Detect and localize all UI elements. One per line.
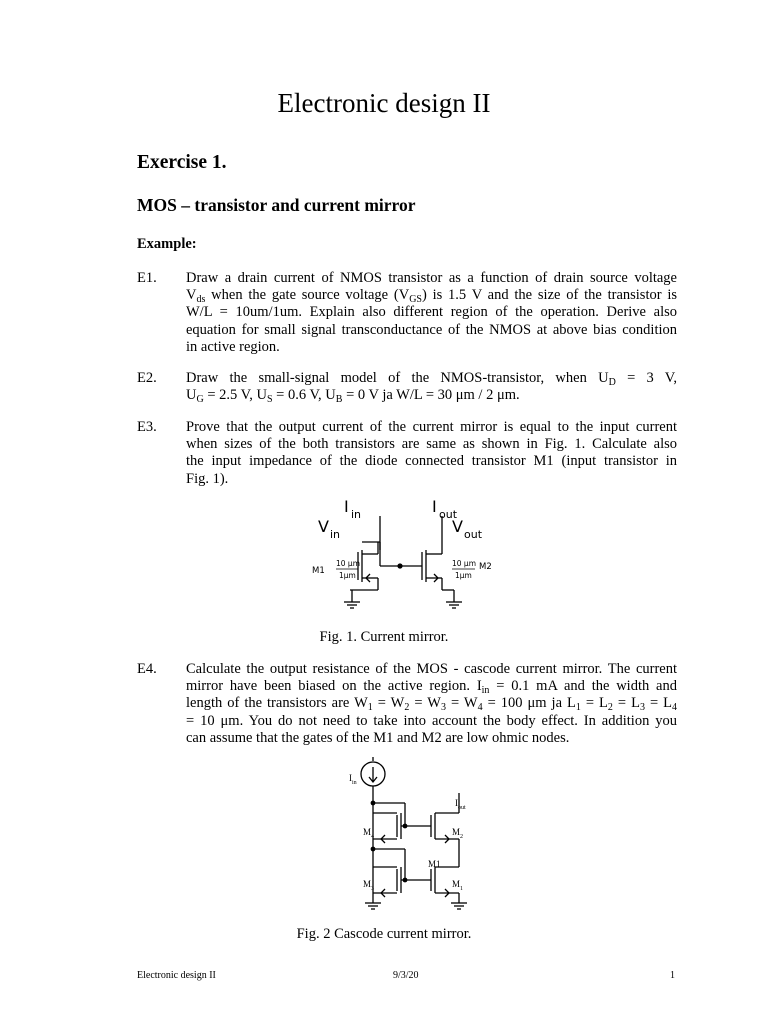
fig2-iout-label: I <box>455 798 458 808</box>
text-line: when sizes of the both transistors are same as shown in Fig. 1. Calculate also <box>186 436 677 453</box>
fig2-center-label: M1 <box>428 859 441 869</box>
fig1-m1-length: 1μm <box>339 571 356 580</box>
document-title: Electronic design II <box>277 88 491 118</box>
fig1-m2-label: M2 <box>479 562 492 572</box>
text-line: mirror have been biased on the active region. $I_{in} = 0.1$ mA and the width and <box>186 678 677 697</box>
text-line: $V_{ds}$ when the gate source voltage $(V_{GS})$ is 1.5 V and the size of the transistor is <box>186 287 678 306</box>
fig2-iout-sub: out <box>458 805 466 811</box>
text-line: $U_G = 2.5$ V, $U_S = 0.6$ V, $U_B = 0$ V ja W/L = 30 μm / 2 μm. <box>186 387 520 406</box>
fig2-m3-sub: 3 <box>371 886 374 892</box>
text-line: equation for small signal transconductance of the NMOS at above bias condition <box>186 321 677 338</box>
fig1-vout-sub: out <box>464 528 483 541</box>
fig2-m1-sub: 1 <box>460 886 463 892</box>
fig1-vin-label: V <box>318 517 329 536</box>
item-text <box>186 661 677 747</box>
text-line: W/L = 10um/1um. Explain also different region of the operation. Derive also <box>186 304 677 321</box>
item-number: E2. <box>137 370 157 386</box>
text-line: Calculate the output resistance of the MOS - cascode current mirror. The current <box>186 661 677 677</box>
fig1-m2-length: 1μm <box>455 571 472 580</box>
fig2-iin-sub: in <box>352 780 357 786</box>
fig1-m1-label: M1 <box>312 566 325 576</box>
current-mirror-figure <box>300 494 530 619</box>
fig1-iout-label: I <box>432 497 437 516</box>
item-number: E4. <box>137 661 157 677</box>
figure-2-caption: Fig. 2 Cascode current mirror. <box>296 926 472 942</box>
fig1-m2-width: 10 μm <box>452 559 477 568</box>
fig1-m1-width: 10 μm <box>336 559 361 568</box>
footer-title: Electronic design II <box>137 970 216 981</box>
fig1-vout-label: V <box>452 517 463 536</box>
text-line: Fig. 1). <box>186 470 229 487</box>
fig1-iout-sub: out <box>439 508 458 521</box>
footer-page-number: 1 <box>670 970 675 981</box>
exercise-heading: Exercise 1. <box>137 152 227 173</box>
item-text <box>186 270 677 356</box>
fig2-m1-label: M <box>452 879 461 889</box>
footer-date: 9/3/20 <box>393 970 419 981</box>
item-number: E3. <box>137 419 157 435</box>
item-number: E1. <box>137 270 157 286</box>
text-line: can assume that the gates of the M1 and M2 are low ohmic nodes. <box>186 729 570 746</box>
text-line: the input impedance of the diode connected transistor M1 (input transistor in <box>186 453 677 470</box>
example-label: Example: <box>137 236 197 252</box>
figure-1-caption: Fig. 1. Current mirror. <box>319 629 449 645</box>
text-line: Prove that the output current of the current mirror is equal to the input current <box>186 419 677 435</box>
item-text <box>186 370 677 404</box>
fig2-m4-sub: 4 <box>371 834 374 840</box>
text-line: in active region. <box>186 338 280 355</box>
fig1-iin-label: I <box>344 497 349 516</box>
fig2-m4-label: M <box>363 827 372 837</box>
fig2-m3-label: M <box>363 879 372 889</box>
fig1-vin-sub: in <box>330 528 341 541</box>
fig2-m2-label: M <box>452 827 461 837</box>
cascode-mirror-figure <box>335 757 485 920</box>
text-line: Draw a drain current of NMOS transistor as a function of drain source voltage <box>186 270 677 286</box>
item-text <box>186 419 677 488</box>
section-heading: MOS – transistor and current mirror <box>137 195 416 215</box>
text-line: Draw the small-signal model of the NMOS-transistor, when $U_D = 3$ V, <box>186 370 677 388</box>
text-line: = 10 μm. You do not need to take into account the body effect. In addition you <box>186 712 677 729</box>
fig1-iin-sub: in <box>351 508 362 521</box>
text-line: length of the transistors are $W_1 = W_2 = W_3 = W_4 = 100$ μm ja $L_1 = L_2 = L_3 = L_4$ <box>186 695 677 714</box>
fig2-iin-label: I <box>349 773 352 783</box>
fig2-m2-sub: 2 <box>460 834 463 840</box>
